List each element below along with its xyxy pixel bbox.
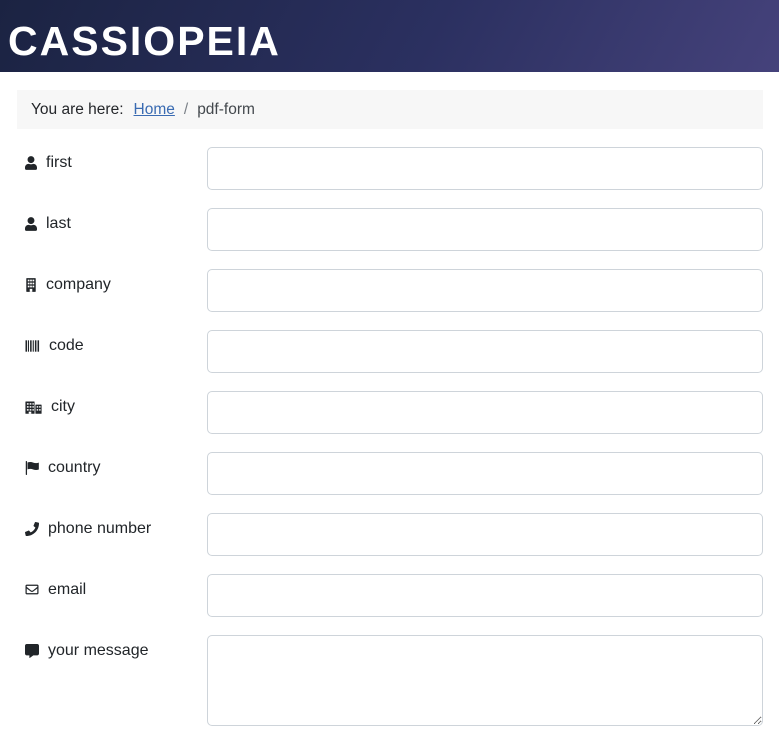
field-control [207, 635, 763, 726]
barcode-icon [25, 339, 40, 353]
form-field-row [17, 208, 763, 251]
field-control [207, 391, 763, 434]
envelope-icon [25, 583, 39, 596]
field-control [207, 513, 763, 556]
first-input[interactable] [207, 147, 763, 190]
field-control [207, 147, 763, 190]
contact-form [17, 147, 763, 726]
field-label-text: company [46, 276, 111, 293]
field-control [207, 208, 763, 251]
breadcrumb-prefix: You are here: [31, 100, 124, 118]
field-label [17, 330, 207, 355]
city-icon [25, 400, 42, 414]
field-label-text: country [48, 459, 101, 476]
country-input[interactable] [207, 452, 763, 495]
field-label-text: your message [48, 642, 149, 659]
user-icon [25, 217, 37, 231]
form-field-row [17, 147, 763, 190]
form-field-row [17, 269, 763, 312]
phone-number-input[interactable] [207, 513, 763, 556]
site-title: CASSIOPEIA [8, 17, 281, 64]
breadcrumb [17, 90, 763, 129]
form-field-row [17, 513, 763, 556]
your-message-textarea[interactable] [207, 635, 763, 726]
flag-icon [25, 461, 39, 475]
field-label-text: first [46, 154, 72, 171]
comment-icon [25, 644, 39, 658]
field-label [17, 574, 207, 599]
field-control [207, 574, 763, 617]
field-label [17, 147, 207, 172]
building-icon [25, 278, 37, 292]
field-label [17, 513, 207, 538]
email-input[interactable] [207, 574, 763, 617]
field-label [17, 208, 207, 233]
field-control [207, 330, 763, 373]
last-input[interactable] [207, 208, 763, 251]
form-field-row [17, 574, 763, 617]
breadcrumb-link-home[interactable]: Home [133, 100, 175, 118]
code-input[interactable] [207, 330, 763, 373]
field-control [207, 452, 763, 495]
city-input[interactable] [207, 391, 763, 434]
site-header [0, 0, 779, 72]
field-label [17, 269, 207, 294]
form-field-row [17, 391, 763, 434]
field-label [17, 452, 207, 477]
field-label-text: phone number [48, 520, 152, 537]
field-label-text: last [46, 215, 71, 232]
field-label-text: city [51, 398, 75, 415]
user-icon [25, 156, 37, 170]
field-label [17, 391, 207, 416]
field-label-text: email [48, 581, 87, 598]
field-label-text: code [49, 337, 84, 354]
phone-icon [25, 522, 39, 536]
form-field-row [17, 452, 763, 495]
field-label [17, 635, 207, 660]
field-control [207, 269, 763, 312]
breadcrumb-separator: / [183, 100, 189, 118]
company-input[interactable] [207, 269, 763, 312]
form-field-row [17, 635, 763, 726]
form-field-row [17, 330, 763, 373]
breadcrumb-current: pdf-form [197, 100, 255, 118]
